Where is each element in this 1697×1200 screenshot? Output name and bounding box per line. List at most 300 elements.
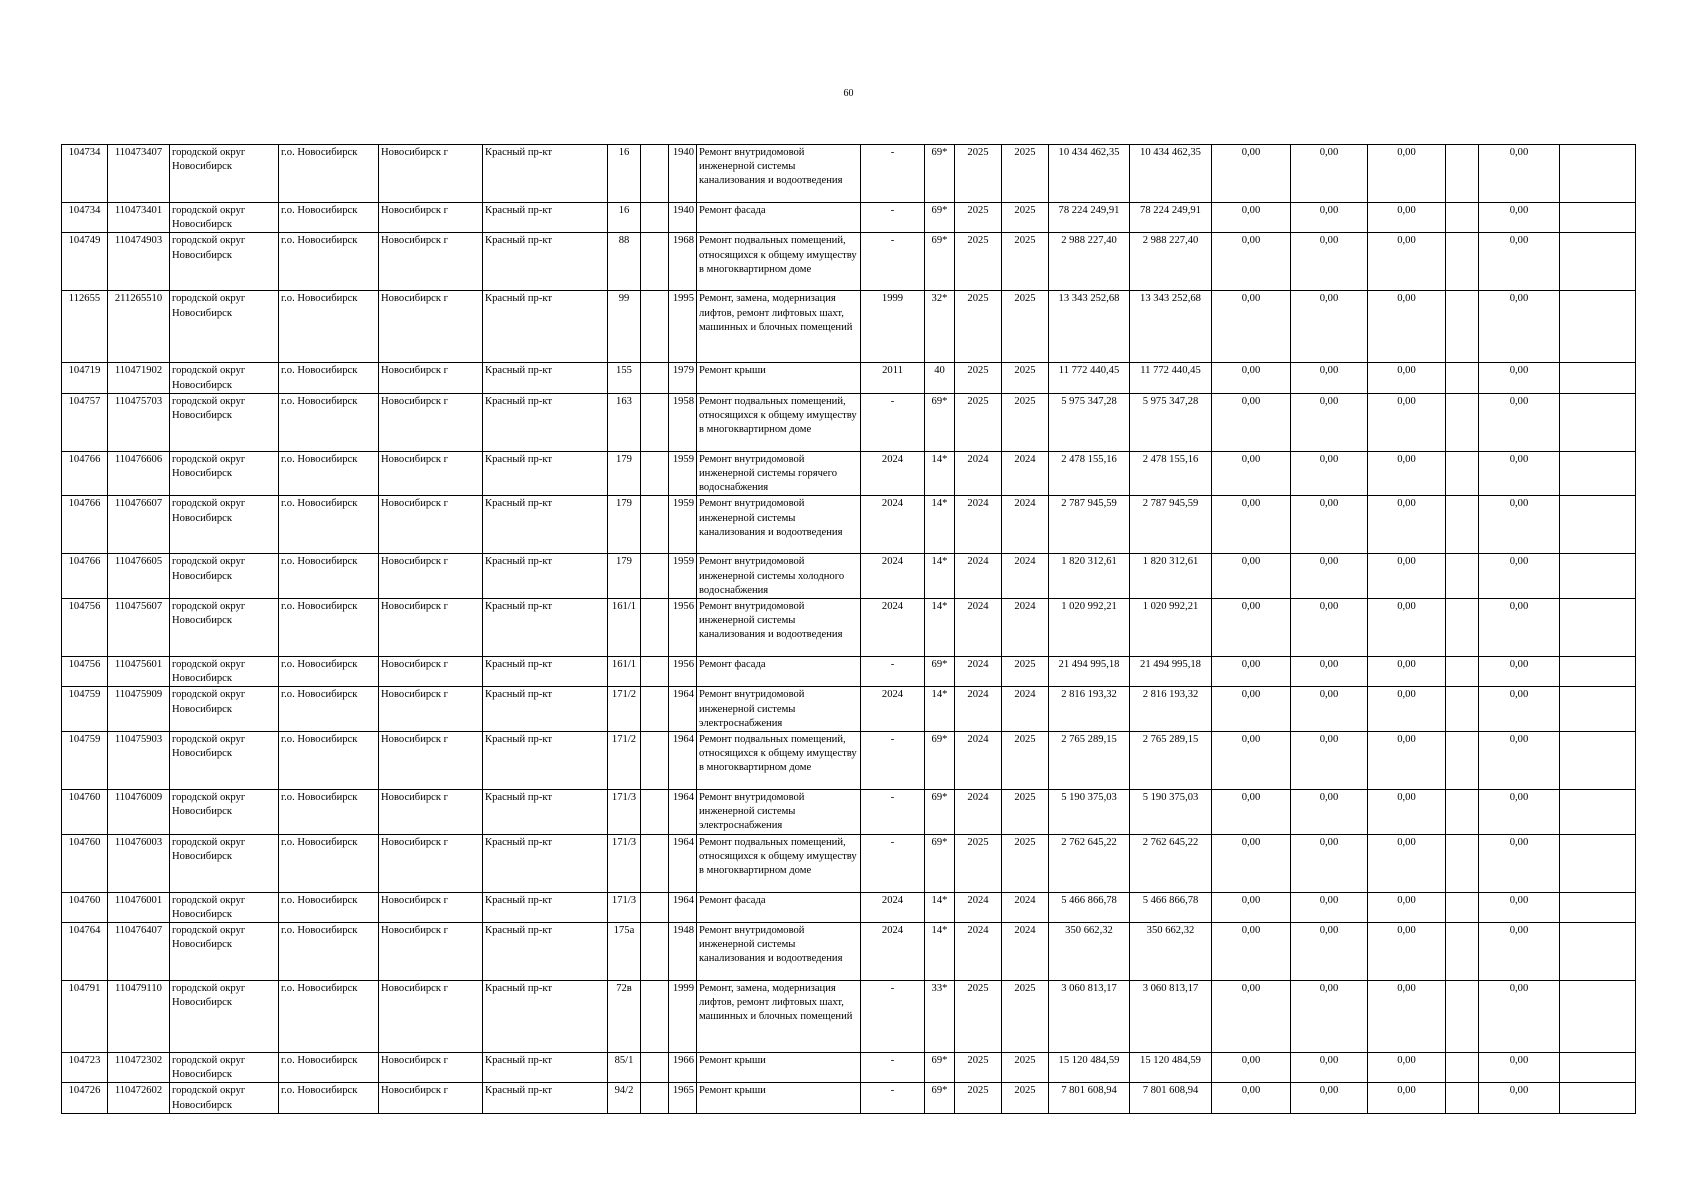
code-cell: 110475601 bbox=[108, 657, 170, 687]
district-cell: г.о. Новосибирск bbox=[279, 923, 379, 981]
district-cell: г.о. Новосибирск bbox=[279, 1053, 379, 1083]
amount-cell: 0,00 bbox=[1368, 554, 1446, 599]
amount-cell: 0,00 bbox=[1368, 834, 1446, 892]
street-cell: Красный пр-кт bbox=[483, 1053, 608, 1083]
plan-end-year-cell: 2025 bbox=[1002, 233, 1049, 291]
empty-cell bbox=[1560, 732, 1636, 790]
amount-cell: 0,00 bbox=[1479, 363, 1560, 393]
year-built-cell: 1964 bbox=[669, 834, 697, 892]
empty-cell bbox=[1560, 1053, 1636, 1083]
wear-percent-cell: 69* bbox=[925, 203, 955, 233]
last-repair-year-cell: - bbox=[861, 145, 925, 203]
amount-cell: 0,00 bbox=[1291, 834, 1368, 892]
id-cell: 104764 bbox=[62, 923, 108, 981]
building-cell bbox=[641, 790, 669, 835]
plan-end-year-cell: 2024 bbox=[1002, 554, 1049, 599]
amount-cell: 0,00 bbox=[1479, 291, 1560, 363]
plan-end-year-cell: 2025 bbox=[1002, 834, 1049, 892]
district-cell: г.о. Новосибирск bbox=[279, 657, 379, 687]
work-type-cell: Ремонт подвальных помещений, относящихся к общему имуществу в многоквартирном доме bbox=[697, 233, 861, 291]
plan-start-year-cell: 2024 bbox=[955, 599, 1002, 657]
house-cell: 85/1 bbox=[608, 1053, 641, 1083]
code-cell: 211265510 bbox=[108, 291, 170, 363]
empty-cell bbox=[1446, 892, 1479, 922]
table-body bbox=[62, 145, 1636, 1114]
year-built-cell: 1948 bbox=[669, 923, 697, 981]
wear-percent-cell: 40 bbox=[925, 363, 955, 393]
house-cell: 16 bbox=[608, 145, 641, 203]
id-cell: 104791 bbox=[62, 981, 108, 1053]
last-repair-year-cell: 2024 bbox=[861, 496, 925, 554]
house-cell: 161/1 bbox=[608, 599, 641, 657]
amount-cell: 0,00 bbox=[1212, 834, 1291, 892]
fund-cost-cell: 1 020 992,21 bbox=[1130, 599, 1212, 657]
amount-cell: 0,00 bbox=[1212, 554, 1291, 599]
year-built-cell: 1940 bbox=[669, 203, 697, 233]
fund-cost-cell: 2 478 155,16 bbox=[1130, 451, 1212, 496]
amount-cell: 0,00 bbox=[1212, 790, 1291, 835]
building-cell bbox=[641, 496, 669, 554]
fund-cost-cell: 13 343 252,68 bbox=[1130, 291, 1212, 363]
amount-cell: 0,00 bbox=[1291, 1083, 1368, 1113]
amount-cell: 0,00 bbox=[1291, 732, 1368, 790]
id-cell: 104760 bbox=[62, 892, 108, 922]
year-built-cell: 1968 bbox=[669, 233, 697, 291]
year-built-cell: 1940 bbox=[669, 145, 697, 203]
plan-end-year-cell: 2024 bbox=[1002, 599, 1049, 657]
last-repair-year-cell: - bbox=[861, 657, 925, 687]
total-cost-cell: 7 801 608,94 bbox=[1049, 1083, 1130, 1113]
id-cell: 104766 bbox=[62, 496, 108, 554]
street-cell: Красный пр-кт bbox=[483, 145, 608, 203]
street-cell: Красный пр-кт bbox=[483, 981, 608, 1053]
empty-cell bbox=[1560, 834, 1636, 892]
street-cell: Красный пр-кт bbox=[483, 393, 608, 451]
city-cell: Новосибирск г bbox=[379, 233, 483, 291]
last-repair-year-cell: - bbox=[861, 393, 925, 451]
amount-cell: 0,00 bbox=[1479, 1053, 1560, 1083]
work-type-cell: Ремонт внутридомовой инженерной системы электроснабжения bbox=[697, 687, 861, 732]
code-cell: 110475607 bbox=[108, 599, 170, 657]
municipality-cell: городской округ Новосибирск bbox=[170, 496, 279, 554]
plan-start-year-cell: 2024 bbox=[955, 923, 1002, 981]
id-cell: 104760 bbox=[62, 790, 108, 835]
year-built-cell: 1965 bbox=[669, 1083, 697, 1113]
amount-cell: 0,00 bbox=[1212, 233, 1291, 291]
district-cell: г.о. Новосибирск bbox=[279, 892, 379, 922]
year-built-cell: 1999 bbox=[669, 981, 697, 1053]
code-cell: 110476606 bbox=[108, 451, 170, 496]
total-cost-cell: 2 478 155,16 bbox=[1049, 451, 1130, 496]
year-built-cell: 1959 bbox=[669, 554, 697, 599]
building-cell bbox=[641, 732, 669, 790]
wear-percent-cell: 14* bbox=[925, 687, 955, 732]
street-cell: Красный пр-кт bbox=[483, 291, 608, 363]
city-cell: Новосибирск г bbox=[379, 732, 483, 790]
code-cell: 110479110 bbox=[108, 981, 170, 1053]
code-cell: 110475703 bbox=[108, 393, 170, 451]
amount-cell: 0,00 bbox=[1368, 599, 1446, 657]
street-cell: Красный пр-кт bbox=[483, 1083, 608, 1113]
empty-cell bbox=[1446, 203, 1479, 233]
code-cell: 110473407 bbox=[108, 145, 170, 203]
total-cost-cell: 5 975 347,28 bbox=[1049, 393, 1130, 451]
last-repair-year-cell: - bbox=[861, 790, 925, 835]
id-cell: 104759 bbox=[62, 732, 108, 790]
total-cost-cell: 78 224 249,91 bbox=[1049, 203, 1130, 233]
city-cell: Новосибирск г bbox=[379, 790, 483, 835]
work-type-cell: Ремонт внутридомовой инженерной системы канализования и водоотведения bbox=[697, 496, 861, 554]
building-cell bbox=[641, 203, 669, 233]
municipality-cell: городской округ Новосибирск bbox=[170, 657, 279, 687]
code-cell: 110472302 bbox=[108, 1053, 170, 1083]
district-cell: г.о. Новосибирск bbox=[279, 291, 379, 363]
empty-cell bbox=[1446, 834, 1479, 892]
plan-end-year-cell: 2025 bbox=[1002, 1053, 1049, 1083]
municipality-cell: городской округ Новосибирск bbox=[170, 145, 279, 203]
house-cell: 179 bbox=[608, 496, 641, 554]
id-cell: 104766 bbox=[62, 451, 108, 496]
year-built-cell: 1959 bbox=[669, 496, 697, 554]
empty-cell bbox=[1446, 363, 1479, 393]
city-cell: Новосибирск г bbox=[379, 451, 483, 496]
last-repair-year-cell: 2024 bbox=[861, 599, 925, 657]
plan-start-year-cell: 2025 bbox=[955, 393, 1002, 451]
empty-cell bbox=[1560, 554, 1636, 599]
wear-percent-cell: 69* bbox=[925, 732, 955, 790]
table-row bbox=[62, 145, 1636, 203]
last-repair-year-cell: - bbox=[861, 732, 925, 790]
plan-start-year-cell: 2024 bbox=[955, 554, 1002, 599]
plan-start-year-cell: 2025 bbox=[955, 233, 1002, 291]
city-cell: Новосибирск г bbox=[379, 834, 483, 892]
amount-cell: 0,00 bbox=[1368, 496, 1446, 554]
street-cell: Красный пр-кт bbox=[483, 496, 608, 554]
city-cell: Новосибирск г bbox=[379, 687, 483, 732]
id-cell: 104749 bbox=[62, 233, 108, 291]
amount-cell: 0,00 bbox=[1479, 834, 1560, 892]
plan-end-year-cell: 2025 bbox=[1002, 363, 1049, 393]
street-cell: Красный пр-кт bbox=[483, 451, 608, 496]
amount-cell: 0,00 bbox=[1479, 203, 1560, 233]
amount-cell: 0,00 bbox=[1479, 496, 1560, 554]
last-repair-year-cell: 2024 bbox=[861, 687, 925, 732]
plan-end-year-cell: 2024 bbox=[1002, 892, 1049, 922]
empty-cell bbox=[1446, 496, 1479, 554]
municipality-cell: городской округ Новосибирск bbox=[170, 599, 279, 657]
year-built-cell: 1964 bbox=[669, 732, 697, 790]
wear-percent-cell: 69* bbox=[925, 393, 955, 451]
fund-cost-cell: 5 975 347,28 bbox=[1130, 393, 1212, 451]
amount-cell: 0,00 bbox=[1212, 291, 1291, 363]
city-cell: Новосибирск г bbox=[379, 1053, 483, 1083]
total-cost-cell: 1 820 312,61 bbox=[1049, 554, 1130, 599]
empty-cell bbox=[1560, 1083, 1636, 1113]
amount-cell: 0,00 bbox=[1479, 554, 1560, 599]
total-cost-cell: 2 765 289,15 bbox=[1049, 732, 1130, 790]
last-repair-year-cell: 2024 bbox=[861, 892, 925, 922]
total-cost-cell: 1 020 992,21 bbox=[1049, 599, 1130, 657]
id-cell: 104719 bbox=[62, 363, 108, 393]
work-type-cell: Ремонт внутридомовой инженерной системы канализования и водоотведения bbox=[697, 599, 861, 657]
fund-cost-cell: 2 765 289,15 bbox=[1130, 732, 1212, 790]
wear-percent-cell: 69* bbox=[925, 834, 955, 892]
district-cell: г.о. Новосибирск bbox=[279, 393, 379, 451]
total-cost-cell: 5 190 375,03 bbox=[1049, 790, 1130, 835]
amount-cell: 0,00 bbox=[1291, 892, 1368, 922]
amount-cell: 0,00 bbox=[1291, 496, 1368, 554]
amount-cell: 0,00 bbox=[1368, 687, 1446, 732]
wear-percent-cell: 14* bbox=[925, 923, 955, 981]
plan-start-year-cell: 2025 bbox=[955, 1053, 1002, 1083]
table-row bbox=[62, 599, 1636, 657]
wear-percent-cell: 69* bbox=[925, 790, 955, 835]
id-cell: 104760 bbox=[62, 834, 108, 892]
amount-cell: 0,00 bbox=[1291, 1053, 1368, 1083]
last-repair-year-cell: - bbox=[861, 233, 925, 291]
plan-end-year-cell: 2025 bbox=[1002, 393, 1049, 451]
municipality-cell: городской округ Новосибирск bbox=[170, 923, 279, 981]
total-cost-cell: 10 434 462,35 bbox=[1049, 145, 1130, 203]
amount-cell: 0,00 bbox=[1368, 657, 1446, 687]
work-type-cell: Ремонт крыши bbox=[697, 363, 861, 393]
empty-cell bbox=[1560, 981, 1636, 1053]
street-cell: Красный пр-кт bbox=[483, 203, 608, 233]
total-cost-cell: 350 662,32 bbox=[1049, 923, 1130, 981]
work-type-cell: Ремонт внутридомовой инженерной системы канализования и водоотведения bbox=[697, 923, 861, 981]
plan-start-year-cell: 2025 bbox=[955, 834, 1002, 892]
wear-percent-cell: 32* bbox=[925, 291, 955, 363]
municipality-cell: городской округ Новосибирск bbox=[170, 363, 279, 393]
work-type-cell: Ремонт внутридомовой инженерной системы электроснабжения bbox=[697, 790, 861, 835]
municipality-cell: городской округ Новосибирск bbox=[170, 291, 279, 363]
amount-cell: 0,00 bbox=[1368, 393, 1446, 451]
plan-start-year-cell: 2025 bbox=[955, 291, 1002, 363]
house-cell: 171/2 bbox=[608, 732, 641, 790]
code-cell: 110473401 bbox=[108, 203, 170, 233]
building-cell bbox=[641, 923, 669, 981]
city-cell: Новосибирск г bbox=[379, 923, 483, 981]
last-repair-year-cell: - bbox=[861, 1083, 925, 1113]
last-repair-year-cell: 1999 bbox=[861, 291, 925, 363]
amount-cell: 0,00 bbox=[1291, 599, 1368, 657]
id-cell: 104734 bbox=[62, 203, 108, 233]
code-cell: 110476001 bbox=[108, 892, 170, 922]
district-cell: г.о. Новосибирск bbox=[279, 451, 379, 496]
amount-cell: 0,00 bbox=[1212, 923, 1291, 981]
empty-cell bbox=[1446, 233, 1479, 291]
building-cell bbox=[641, 145, 669, 203]
year-built-cell: 1995 bbox=[669, 291, 697, 363]
total-cost-cell: 15 120 484,59 bbox=[1049, 1053, 1130, 1083]
fund-cost-cell: 7 801 608,94 bbox=[1130, 1083, 1212, 1113]
amount-cell: 0,00 bbox=[1212, 732, 1291, 790]
wear-percent-cell: 69* bbox=[925, 657, 955, 687]
code-cell: 110471902 bbox=[108, 363, 170, 393]
city-cell: Новосибирск г bbox=[379, 363, 483, 393]
plan-end-year-cell: 2025 bbox=[1002, 981, 1049, 1053]
empty-cell bbox=[1446, 599, 1479, 657]
empty-cell bbox=[1560, 687, 1636, 732]
house-cell: 99 bbox=[608, 291, 641, 363]
municipality-cell: городской округ Новосибирск bbox=[170, 790, 279, 835]
plan-start-year-cell: 2024 bbox=[955, 496, 1002, 554]
amount-cell: 0,00 bbox=[1479, 233, 1560, 291]
plan-end-year-cell: 2025 bbox=[1002, 732, 1049, 790]
amount-cell: 0,00 bbox=[1291, 145, 1368, 203]
fund-cost-cell: 5 466 866,78 bbox=[1130, 892, 1212, 922]
amount-cell: 0,00 bbox=[1212, 1083, 1291, 1113]
building-cell bbox=[641, 892, 669, 922]
amount-cell: 0,00 bbox=[1212, 687, 1291, 732]
plan-end-year-cell: 2024 bbox=[1002, 923, 1049, 981]
wear-percent-cell: 69* bbox=[925, 145, 955, 203]
amount-cell: 0,00 bbox=[1479, 981, 1560, 1053]
amount-cell: 0,00 bbox=[1368, 203, 1446, 233]
work-type-cell: Ремонт крыши bbox=[697, 1083, 861, 1113]
table-row bbox=[62, 291, 1636, 363]
wear-percent-cell: 14* bbox=[925, 554, 955, 599]
empty-cell bbox=[1446, 657, 1479, 687]
page-number: 60 bbox=[843, 88, 854, 99]
year-built-cell: 1956 bbox=[669, 599, 697, 657]
street-cell: Красный пр-кт bbox=[483, 554, 608, 599]
district-cell: г.о. Новосибирск bbox=[279, 363, 379, 393]
code-cell: 110476607 bbox=[108, 496, 170, 554]
plan-start-year-cell: 2024 bbox=[955, 732, 1002, 790]
fund-cost-cell: 5 190 375,03 bbox=[1130, 790, 1212, 835]
street-cell: Красный пр-кт bbox=[483, 790, 608, 835]
house-cell: 171/2 bbox=[608, 687, 641, 732]
amount-cell: 0,00 bbox=[1291, 790, 1368, 835]
work-type-cell: Ремонт подвальных помещений, относящихся к общему имуществу в многоквартирном доме bbox=[697, 732, 861, 790]
house-cell: 171/3 bbox=[608, 790, 641, 835]
house-cell: 72в bbox=[608, 981, 641, 1053]
amount-cell: 0,00 bbox=[1479, 687, 1560, 732]
empty-cell bbox=[1446, 923, 1479, 981]
empty-cell bbox=[1446, 1053, 1479, 1083]
wear-percent-cell: 69* bbox=[925, 1053, 955, 1083]
amount-cell: 0,00 bbox=[1212, 1053, 1291, 1083]
amount-cell: 0,00 bbox=[1212, 981, 1291, 1053]
id-cell: 112655 bbox=[62, 291, 108, 363]
table-row bbox=[62, 1053, 1636, 1083]
amount-cell: 0,00 bbox=[1291, 451, 1368, 496]
empty-cell bbox=[1560, 233, 1636, 291]
fund-cost-cell: 2 762 645,22 bbox=[1130, 834, 1212, 892]
building-cell bbox=[641, 393, 669, 451]
plan-end-year-cell: 2025 bbox=[1002, 1083, 1049, 1113]
municipality-cell: городской округ Новосибирск bbox=[170, 1053, 279, 1083]
street-cell: Красный пр-кт bbox=[483, 599, 608, 657]
municipality-cell: городской округ Новосибирск bbox=[170, 233, 279, 291]
house-cell: 175а bbox=[608, 923, 641, 981]
fund-cost-cell: 10 434 462,35 bbox=[1130, 145, 1212, 203]
wear-percent-cell: 14* bbox=[925, 892, 955, 922]
amount-cell: 0,00 bbox=[1479, 657, 1560, 687]
city-cell: Новосибирск г bbox=[379, 657, 483, 687]
amount-cell: 0,00 bbox=[1479, 599, 1560, 657]
empty-cell bbox=[1446, 393, 1479, 451]
empty-cell bbox=[1560, 451, 1636, 496]
amount-cell: 0,00 bbox=[1291, 203, 1368, 233]
table-row bbox=[62, 834, 1636, 892]
building-cell bbox=[641, 834, 669, 892]
code-cell: 110472602 bbox=[108, 1083, 170, 1113]
amount-cell: 0,00 bbox=[1479, 393, 1560, 451]
table-row bbox=[62, 657, 1636, 687]
code-cell: 110476003 bbox=[108, 834, 170, 892]
total-cost-cell: 2 787 945,59 bbox=[1049, 496, 1130, 554]
id-cell: 104723 bbox=[62, 1053, 108, 1083]
municipality-cell: городской округ Новосибирск bbox=[170, 892, 279, 922]
city-cell: Новосибирск г bbox=[379, 554, 483, 599]
amount-cell: 0,00 bbox=[1212, 363, 1291, 393]
house-cell: 155 bbox=[608, 363, 641, 393]
wear-percent-cell: 33* bbox=[925, 981, 955, 1053]
amount-cell: 0,00 bbox=[1291, 291, 1368, 363]
wear-percent-cell: 69* bbox=[925, 1083, 955, 1113]
house-cell: 161/1 bbox=[608, 657, 641, 687]
amount-cell: 0,00 bbox=[1479, 732, 1560, 790]
last-repair-year-cell: 2024 bbox=[861, 554, 925, 599]
district-cell: г.о. Новосибирск bbox=[279, 599, 379, 657]
empty-cell bbox=[1560, 291, 1636, 363]
work-type-cell: Ремонт внутридомовой инженерной системы канализования и водоотведения bbox=[697, 145, 861, 203]
table-row bbox=[62, 687, 1636, 732]
street-cell: Красный пр-кт bbox=[483, 233, 608, 291]
id-cell: 104757 bbox=[62, 393, 108, 451]
year-built-cell: 1979 bbox=[669, 363, 697, 393]
amount-cell: 0,00 bbox=[1212, 496, 1291, 554]
table-row bbox=[62, 1083, 1636, 1113]
empty-cell bbox=[1446, 1083, 1479, 1113]
street-cell: Красный пр-кт bbox=[483, 687, 608, 732]
amount-cell: 0,00 bbox=[1368, 451, 1446, 496]
fund-cost-cell: 15 120 484,59 bbox=[1130, 1053, 1212, 1083]
year-built-cell: 1958 bbox=[669, 393, 697, 451]
municipality-cell: городской округ Новосибирск bbox=[170, 687, 279, 732]
fund-cost-cell: 2 988 227,40 bbox=[1130, 233, 1212, 291]
plan-start-year-cell: 2024 bbox=[955, 687, 1002, 732]
amount-cell: 0,00 bbox=[1291, 554, 1368, 599]
plan-end-year-cell: 2024 bbox=[1002, 687, 1049, 732]
table-row bbox=[62, 554, 1636, 599]
amount-cell: 0,00 bbox=[1479, 892, 1560, 922]
table-row bbox=[62, 451, 1636, 496]
fund-cost-cell: 2 816 193,32 bbox=[1130, 687, 1212, 732]
amount-cell: 0,00 bbox=[1212, 892, 1291, 922]
city-cell: Новосибирск г bbox=[379, 496, 483, 554]
empty-cell bbox=[1560, 790, 1636, 835]
table-row bbox=[62, 732, 1636, 790]
district-cell: г.о. Новосибирск bbox=[279, 496, 379, 554]
street-cell: Красный пр-кт bbox=[483, 834, 608, 892]
plan-end-year-cell: 2025 bbox=[1002, 291, 1049, 363]
work-type-cell: Ремонт внутридомовой инженерной системы холодного водоснабжения bbox=[697, 554, 861, 599]
fund-cost-cell: 3 060 813,17 bbox=[1130, 981, 1212, 1053]
building-cell bbox=[641, 1053, 669, 1083]
building-cell bbox=[641, 233, 669, 291]
district-cell: г.о. Новосибирск bbox=[279, 834, 379, 892]
work-type-cell: Ремонт фасада bbox=[697, 892, 861, 922]
amount-cell: 0,00 bbox=[1212, 451, 1291, 496]
id-cell: 104759 bbox=[62, 687, 108, 732]
empty-cell bbox=[1560, 599, 1636, 657]
plan-end-year-cell: 2025 bbox=[1002, 145, 1049, 203]
repair-schedule-table bbox=[61, 144, 1636, 1114]
code-cell: 110475909 bbox=[108, 687, 170, 732]
